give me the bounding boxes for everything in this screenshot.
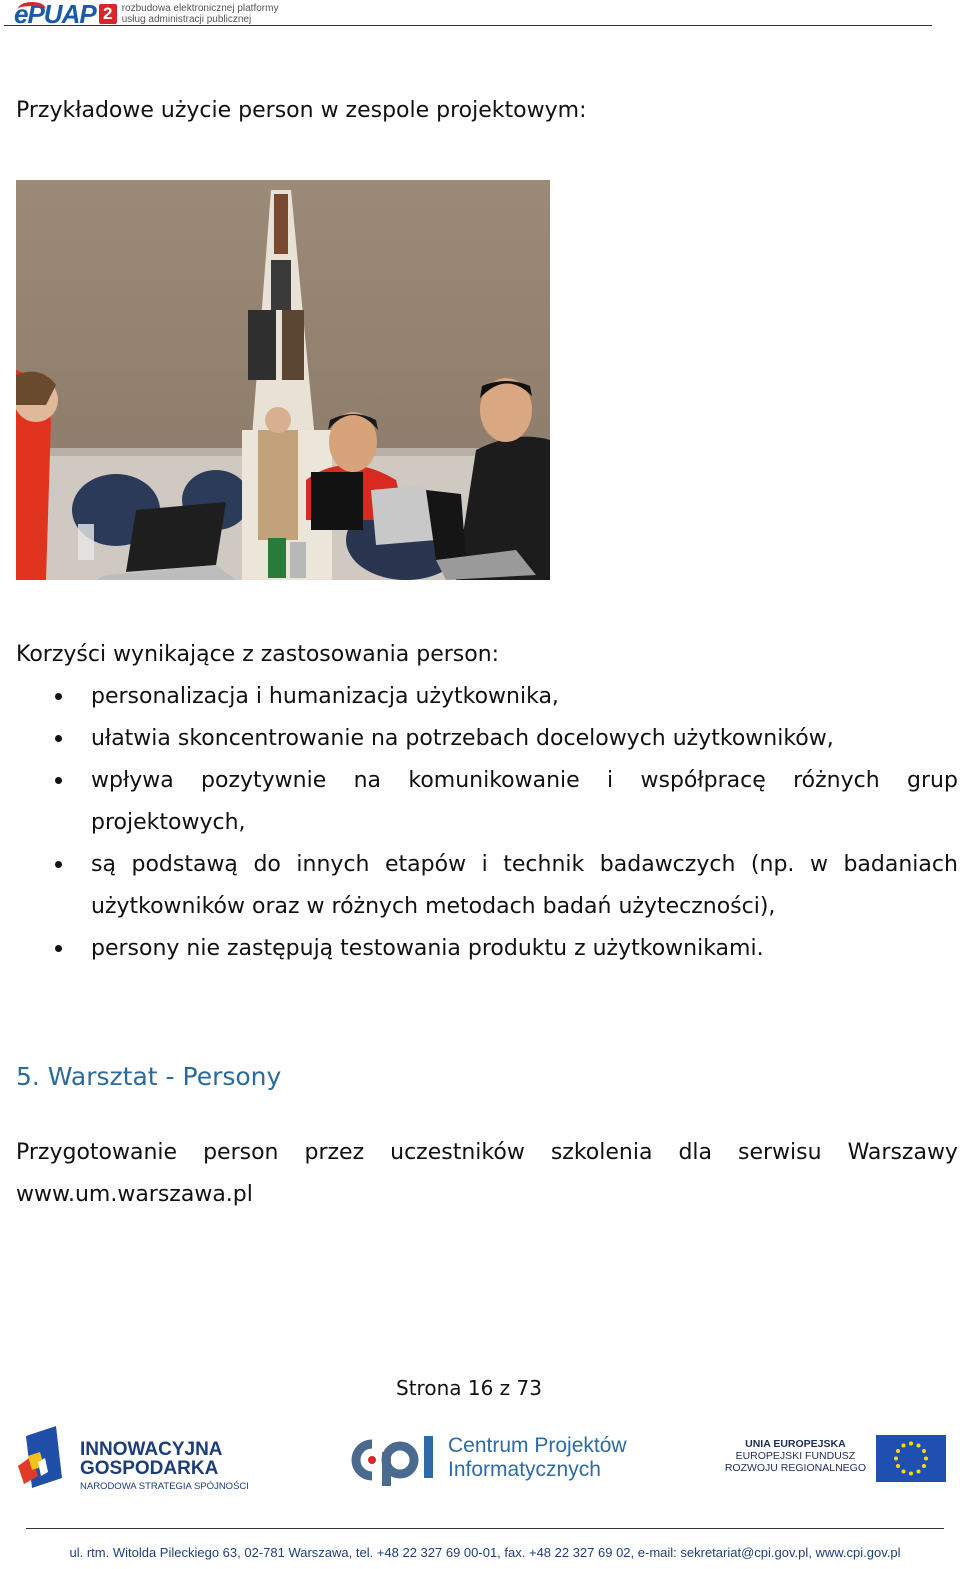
word: podstawą	[131, 852, 238, 877]
section-heading: 5. Warsztat - Persony	[16, 1062, 282, 1091]
list-item-text: projektowych,	[91, 810, 246, 835]
epuap-tagline-line2: usług administracji publicznej	[121, 14, 252, 25]
list-item	[0, 844, 960, 886]
eu-star-icon	[894, 1457, 898, 1461]
word: przez	[304, 1140, 365, 1165]
word: są	[91, 852, 116, 877]
word: komunikowanie	[408, 768, 580, 793]
footer-address: ul. rtm. Witolda Pileckiego 63, 02-781 Warszawa, tel. +48 22 327 69 00-01, fax. +48 22 327 69 02, e-mail: sekretariat@cpi.gov.pl, www.cpi.gov.pl	[69, 1545, 901, 1560]
ig-line1: INNOWACYJNA	[80, 1439, 223, 1460]
word: do	[253, 852, 281, 877]
section-paragraph-url: www.um.warszawa.pl	[16, 1182, 253, 1207]
list-item-text: ułatwia skoncentrowanie na potrzebach docelowych użytkowników,	[91, 726, 834, 751]
eu-star-icon	[896, 1449, 900, 1453]
eu-star-icon	[902, 1469, 906, 1473]
list-item-text-justified	[91, 760, 958, 802]
word: serwisu	[738, 1140, 822, 1165]
word: i	[481, 852, 488, 877]
cpi-wordmark	[448, 1434, 627, 1482]
word: uczestników	[390, 1140, 525, 1165]
word: (np.	[750, 852, 795, 877]
list-item-text: użytkowników oraz w różnych metodach badań użyteczności),	[91, 894, 776, 919]
epuap-tagline-line1: rozbudowa elektronicznej platformy	[121, 3, 279, 14]
page-number: Strona 16 z 73	[396, 1376, 542, 1400]
header-divider	[4, 25, 932, 26]
intro-text: Przykładowe użycie person w zespole projektowym:	[16, 98, 587, 123]
word: badaniach	[843, 852, 958, 877]
list-item	[0, 928, 960, 970]
innowacyjna-gospodarka-logo	[18, 1424, 258, 1494]
word: współpracę	[640, 768, 766, 793]
word: grup	[906, 768, 958, 793]
word: etapów	[385, 852, 467, 877]
eu-text	[725, 1438, 866, 1474]
team-photo-illustration	[16, 180, 550, 580]
word: person	[203, 1140, 279, 1165]
eu-line1: UNIA EUROPEJSKA	[745, 1438, 846, 1450]
bullet-icon	[55, 861, 62, 868]
eu-star-icon	[917, 1469, 921, 1473]
list-item	[0, 718, 960, 760]
word: pozytywnie	[201, 768, 327, 793]
epuap-tagline	[122, 3, 279, 25]
cpi-logo	[342, 1428, 652, 1498]
cpi-line1: Centrum Projektów	[448, 1434, 627, 1457]
eu-star-icon	[922, 1464, 926, 1468]
epuap-swoosh-icon	[18, 2, 46, 16]
word: technik	[503, 852, 585, 877]
word: na	[353, 768, 382, 793]
bullet-icon	[55, 735, 62, 742]
eu-line3: ROZWOJU REGIONALNEGO	[724, 1462, 866, 1474]
list-item-continuation	[0, 802, 960, 844]
word: różnych	[793, 768, 880, 793]
eu-flag-icon	[876, 1435, 946, 1482]
list-item-text: personalizacja i humanizacja użytkownika,	[91, 684, 559, 709]
word: dla	[678, 1140, 713, 1165]
list-item-text-justified	[91, 844, 958, 886]
team-photo	[16, 180, 550, 580]
section-paragraph-line1	[16, 1132, 958, 1174]
word: innych	[296, 852, 370, 877]
eu-star-icon	[917, 1444, 921, 1448]
eu-star-icon	[922, 1449, 926, 1453]
cpi-line2: Informatycznych	[448, 1458, 601, 1481]
eu-star-icon	[909, 1442, 913, 1446]
list-item	[0, 760, 960, 802]
word: badawczych	[599, 852, 736, 877]
epuap-logo-number: 2	[99, 4, 117, 24]
word: wpływa	[91, 768, 174, 793]
benefits-heading: Korzyści wynikające z zastosowania person:	[16, 642, 500, 667]
eu-line2: EUROPEJSKI FUNDUSZ	[735, 1450, 856, 1462]
bullet-icon	[55, 777, 62, 784]
eu-star-icon	[902, 1444, 906, 1448]
footer-logos	[0, 1420, 960, 1500]
eu-star-icon	[924, 1457, 928, 1461]
ig-flag-icon	[18, 1426, 68, 1496]
list-item-continuation	[0, 886, 960, 928]
ig-subtitle: NARODOWA STRATEGIA SPÓJNOŚCI	[80, 1481, 249, 1492]
cpi-mark-icon	[342, 1432, 442, 1488]
word: Warszawy	[847, 1140, 958, 1165]
bullet-icon	[55, 945, 62, 952]
page-header	[0, 0, 960, 30]
footer-divider	[26, 1528, 944, 1529]
eu-star-icon	[909, 1472, 913, 1476]
list-item-text: persony nie zastępują testowania produktu z użytkownikami.	[91, 936, 764, 961]
eu-logo	[724, 1432, 950, 1488]
eu-star-icon	[896, 1464, 900, 1468]
word: i	[607, 768, 614, 793]
word: w	[809, 852, 828, 877]
list-item	[0, 676, 960, 718]
word: szkolenia	[550, 1140, 653, 1165]
epuap-logo-word: ePUAP	[14, 0, 96, 29]
epuap-logo	[14, 0, 279, 29]
bullet-icon	[55, 693, 62, 700]
word: Przygotowanie	[16, 1140, 178, 1165]
ig-wordmark	[80, 1440, 223, 1478]
ig-line2: GOSPODARKA	[80, 1458, 219, 1479]
